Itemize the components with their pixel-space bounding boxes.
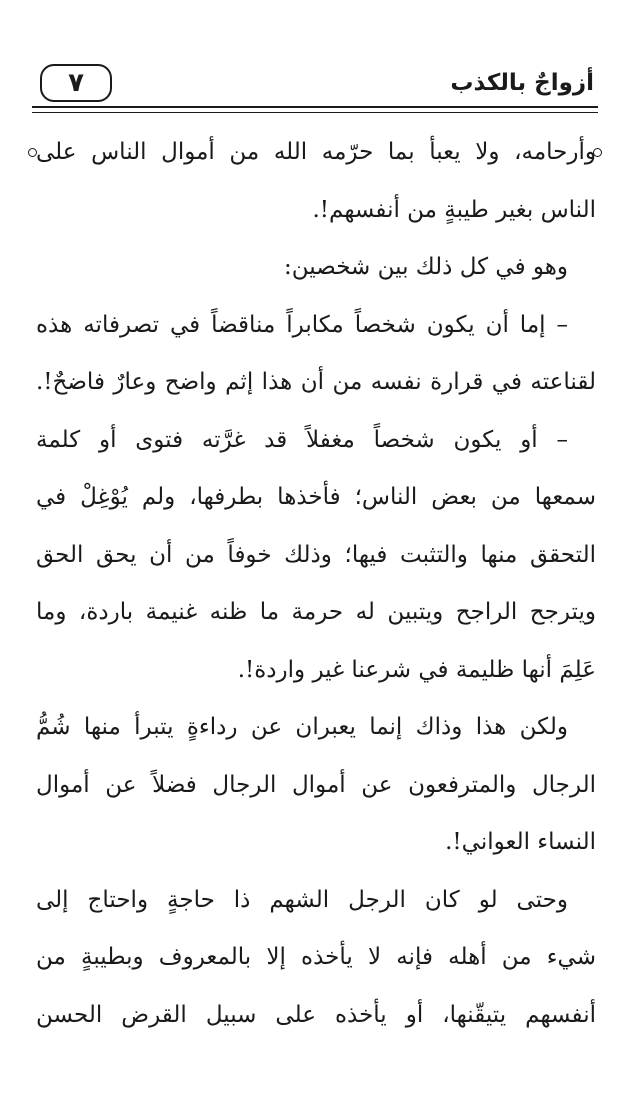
text-line: لقناعته في قرارة نفسه من أن هذا إثم واضح وعارٌ فاضحٌ!. <box>36 369 596 395</box>
text-line: سمعها من بعض الناس؛ فأخذها بطرفها، ولم يُوْغِلْ في <box>36 484 596 510</box>
text-line: وحتى لو كان الرجل الشهم ذا حاجةٍ واحتاج إلى <box>36 886 568 913</box>
text-line: – إما أن يكون شخصاً مكابراً مناقضاً في تصرفاته هذه <box>36 311 568 338</box>
text-line: – أو يكون شخصاً مغفلاً قد غرَّته فتوى أو كلمة <box>36 426 568 453</box>
text-line: ولكن هذا وذاك إنما يعبران عن رداءةٍ يتبرأ منها شُمُّ <box>36 714 568 740</box>
text-line: التحقق منها والتثبت فيها؛ وذلك خوفاً من أن يحق الحق <box>36 541 596 568</box>
page-number: ٧ <box>40 64 112 102</box>
text-line: النساء العواني!. <box>445 829 596 855</box>
header-rule <box>32 106 598 113</box>
text-line: الرجال والمترفعون عن أموال الرجال فضلاً عن أموال <box>36 771 596 798</box>
text-line: شيء من أهله فإنه لا يأخذه إلا بالمعروف وبطيبةٍ من <box>36 944 596 970</box>
text-line: ويترجح الراجح ويتبين له حرمة ما ظنه غنيمة باردة، وما <box>36 599 596 625</box>
text-line: الناس بغير طيبةٍ من أنفسهم!. <box>312 196 596 223</box>
text-line: عَلِمَ أنها ظليمة في شرعنا غير واردة!. <box>237 656 596 683</box>
body-text <box>36 124 596 1044</box>
running-title: أزواجٌ بالكذب <box>450 70 594 96</box>
text-line: وهو في كل ذلك بين شخصين: <box>284 254 568 280</box>
text-line: أنفسهم يتيقّنها، أو يأخذه على سبيل القرض الحسن <box>36 1001 596 1028</box>
text-line: وأرحامه، ولا يعبأ بما حرّمه الله من أموال الناس على <box>36 139 596 165</box>
page-header <box>32 64 598 116</box>
